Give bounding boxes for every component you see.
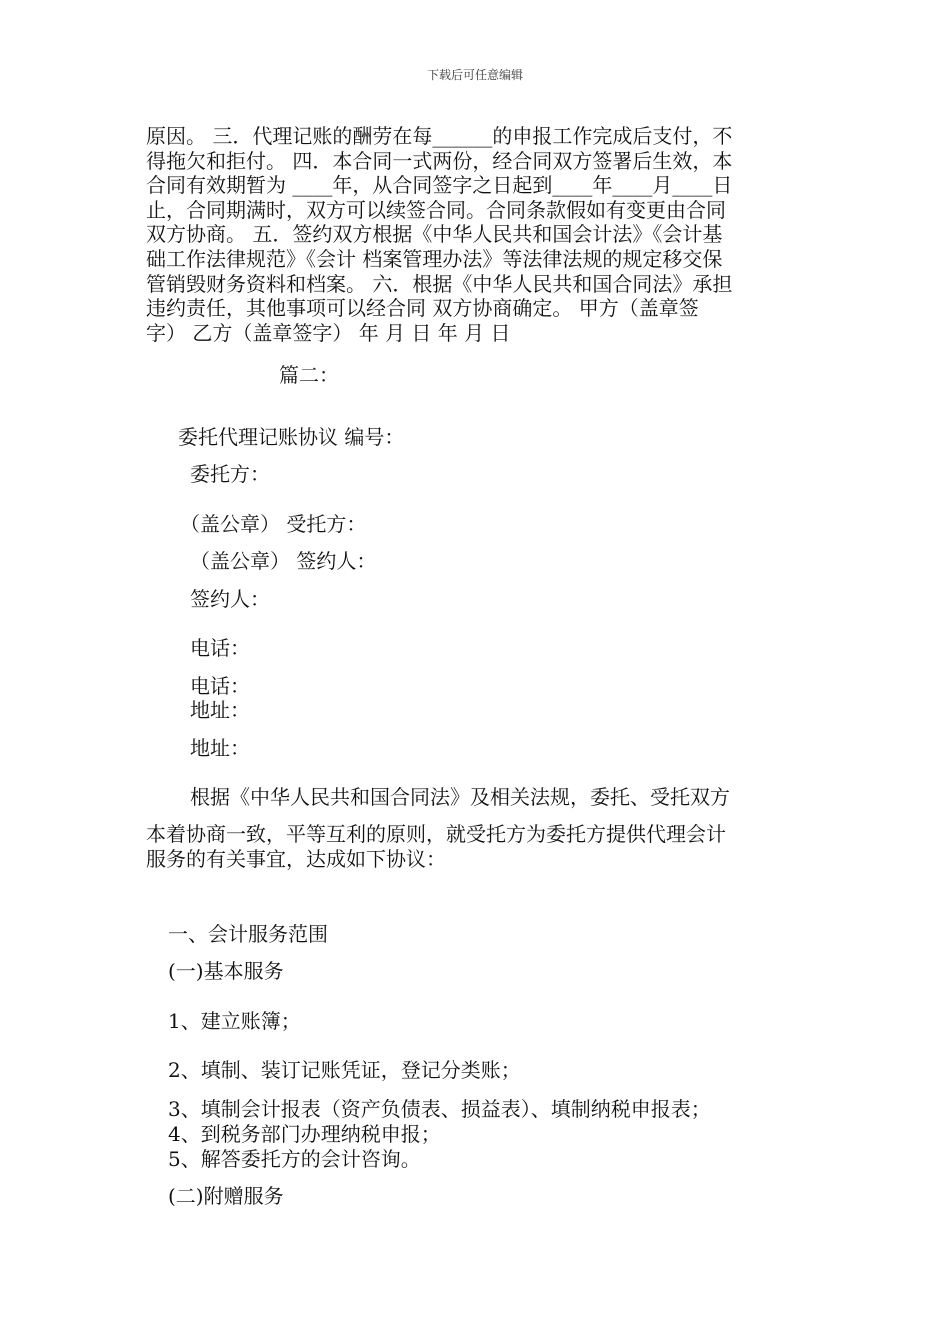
extra-services-heading: (二)附赠服务: [168, 1184, 284, 1208]
address-label-1: 地址：: [190, 698, 250, 722]
client-label: 委托方：: [190, 462, 270, 486]
service-item-5: 5、解答委托方的会计咨询。: [168, 1147, 421, 1171]
intro-line-2: 本着协商一致，平等互利的原则，就受托方为委托方提供代理会计: [146, 822, 726, 846]
paragraph-line: 止，合同期满时，双方可以续签合同。合同条款假如有变更由合同: [146, 197, 726, 222]
paragraph-line: 字） 乙方（盖章签字） 年 月 日 年 月 日: [146, 320, 511, 345]
intro-line-1: 根据《中华人民共和国合同法》及相关法规，委托、受托双方: [190, 785, 730, 809]
paragraph-line: 违约责任，其他事项可以经合同 双方协商确定。 甲方（盖章签: [146, 296, 699, 321]
address-label-2: 地址：: [190, 736, 250, 760]
service-item-1: 1、建立账簿；: [168, 1009, 301, 1033]
paragraph-line: 管销毁财务资料和档案。 六．根据《中华人民共和国合同法》承担: [146, 271, 733, 296]
phone-label-1: 电话：: [190, 636, 250, 660]
intro-line-3: 服务的有关事宜，达成如下协议：: [146, 847, 446, 871]
agreement-title: 委托代理记账协议 编号：: [178, 425, 405, 449]
paragraph-line: 原因。 三．代理记账的酬劳在每______的申报工作完成后支付，不: [146, 124, 733, 148]
contract-terms-paragraph: [146, 124, 806, 345]
section-title: 篇二：: [279, 363, 339, 387]
paragraph-line: 础工作法律规范》《会计 档案管理办法》等法律法规的规定移交保: [146, 246, 723, 271]
paragraph-line: 双方协商。 五．签约双方根据《中华人民共和国会计法》《会计基: [146, 222, 723, 247]
signer-label-2: 签约人：: [190, 587, 270, 611]
phone-label-2: 电话：: [190, 674, 250, 698]
page-header: 下载后可任意编辑: [426, 68, 523, 82]
agent-label: （盖公章） 受托方：: [180, 512, 367, 536]
paragraph-line: 得拖欠和拒付。 四．本合同一式两份，经合同双方签署后生效，本: [146, 148, 733, 173]
service-item-3: 3、填制会计报表（资产负债表、损益表）、填制纳税申报表；: [168, 1097, 711, 1121]
service-item-4: 4、到税务部门办理纳税申报；: [168, 1122, 441, 1146]
paragraph-line: 合同有效期暂为 ____年，从合同签字之日起到____年____月____日: [146, 173, 733, 198]
service-item-2: 2、填制、装订记账凭证，登记分类账；: [168, 1058, 521, 1082]
signer-label-1: （盖公章） 签约人：: [190, 549, 377, 573]
basic-services-heading: (一)基本服务: [168, 959, 284, 983]
services-heading: 一、会计服务范围: [168, 922, 328, 946]
